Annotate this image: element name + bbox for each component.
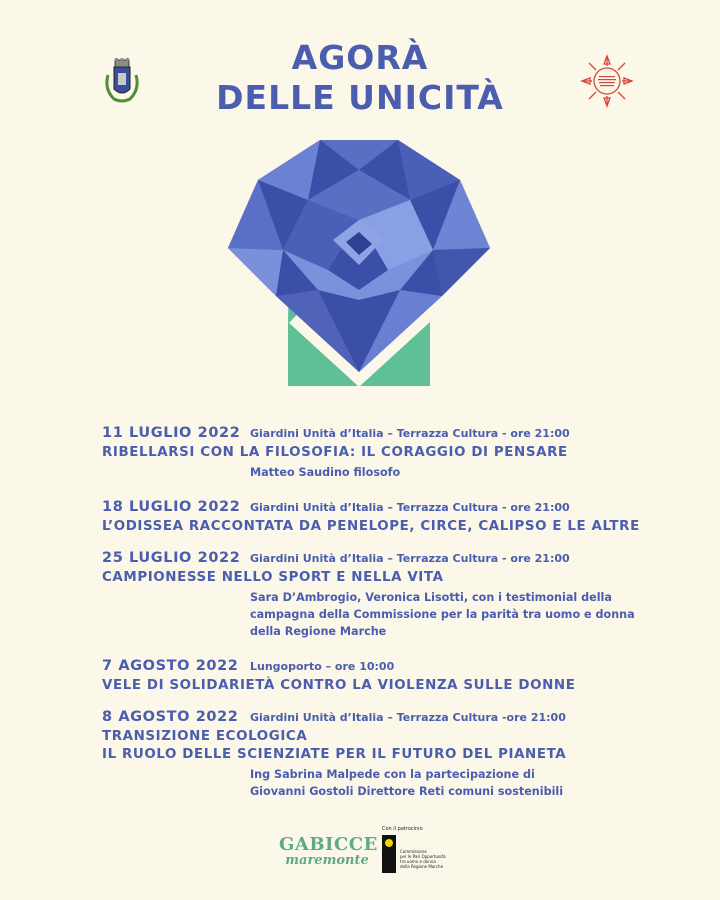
event-title: TRANSIZIONE ECOLOGICA	[102, 729, 308, 744]
event-item	[102, 550, 682, 640]
event-desc-line: Matteo Saudino filosofo	[250, 466, 401, 479]
patronage-label: Con il patrocinio	[382, 826, 423, 832]
event-title: VELE DI SOLIDARIETÀ CONTRO LA VIOLENZA SULLE DONNE	[102, 678, 576, 693]
event-place: Giardini Unità d’Italia – Terrazza Cultura - ore 21:00	[250, 427, 570, 440]
geometric-rose-logo	[228, 140, 490, 386]
event-place: Lungoporto – ore 10:00	[250, 660, 395, 673]
event-place: Giardini Unità d’Italia – Terrazza Cultura - ore 21:00	[250, 552, 570, 565]
event-description	[250, 589, 682, 640]
event-date: 18 LUGLIO 2022	[102, 499, 241, 515]
patronage-line: della Regione Marche	[400, 864, 444, 869]
event-desc-line: campagna della Commissione per la parità tra uomo e donna	[250, 608, 635, 621]
event-date: 8 AGOSTO 2022	[102, 709, 239, 725]
event-desc-line: Sara D’Ambrogio, Veronica Lisotti, con i testimonial della	[250, 591, 612, 604]
event-description	[250, 766, 682, 800]
patronage-line: tra uomo e donna	[400, 859, 436, 864]
event-description	[250, 464, 682, 481]
event-desc-line: Ing Sabrina Malpede con la partecipazione di	[250, 768, 535, 781]
event-item	[102, 709, 682, 800]
patronage-block	[382, 826, 472, 873]
patronage-logo-icon	[382, 835, 396, 873]
event-desc-line: della Regione Marche	[250, 625, 387, 638]
event-place: Giardini Unità d’Italia – Terrazza Cultura -ore 21:00	[250, 711, 566, 724]
event-list	[102, 425, 682, 811]
event-date: 11 LUGLIO 2022	[102, 425, 241, 441]
event-title: L’ODISSEA RACCONTATA DA PENELOPE, CIRCE, CALIPSO E LE ALTRE	[102, 519, 640, 534]
event-title: RIBELLARSI CON LA FILOSOFIA: IL CORAGGIO DI PENSARE	[102, 445, 568, 460]
patronage-text	[400, 849, 446, 873]
event-date: 25 LUGLIO 2022	[102, 550, 241, 566]
event-place: Giardini Unità d’Italia – Terrazza Cultura - ore 21:00	[250, 501, 570, 514]
patronage-line: Commissione	[400, 849, 427, 854]
event-date: 7 AGOSTO 2022	[102, 658, 239, 674]
event-title: CAMPIONESSE NELLO SPORT E NELLA VITA	[102, 570, 444, 585]
page-title	[0, 38, 720, 118]
title-line-1: AGORÀ	[291, 38, 429, 77]
brand-sub: maremonte	[285, 853, 369, 868]
event-item	[102, 425, 682, 481]
title-line-2: DELLE UNICITÀ	[216, 78, 504, 117]
gabicce-logo	[279, 834, 378, 868]
event-item	[102, 499, 682, 536]
brand-main: GABICCE	[279, 834, 378, 855]
event-title: IL RUOLO DELLE SCIENZIATE PER IL FUTURO DEL PIANETA	[102, 747, 567, 762]
patronage-line: per le Pari Opportunità	[400, 854, 446, 859]
event-desc-line: Giovanni Gostoli Direttore Reti comuni sostenibili	[250, 785, 564, 798]
event-item	[102, 658, 682, 695]
